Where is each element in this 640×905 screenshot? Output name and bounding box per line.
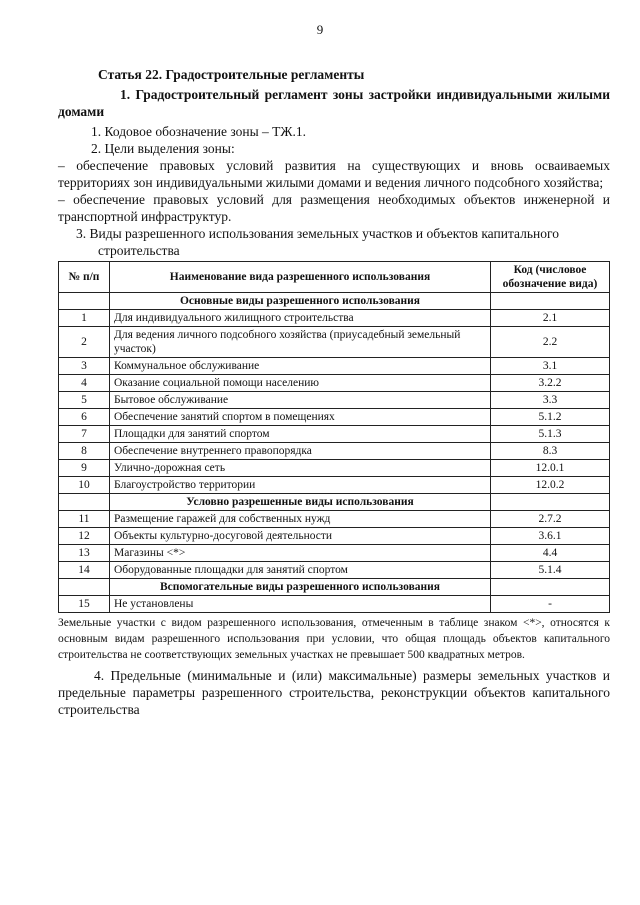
article-title: Статья 22. Градостроительные регламенты xyxy=(98,67,365,82)
table-row xyxy=(59,596,610,613)
row-number: 13 xyxy=(59,545,110,562)
table-row xyxy=(59,477,610,494)
row-number: 5 xyxy=(59,392,110,409)
row-use-name: Размещение гаражей для собственных нужд xyxy=(110,511,491,528)
table-row xyxy=(59,545,610,562)
group-empty-cell xyxy=(59,293,110,310)
table-row xyxy=(59,511,610,528)
table-row xyxy=(59,562,610,579)
table-group-row xyxy=(59,494,610,511)
row-use-code: 2.7.2 xyxy=(491,511,610,528)
row-use-name: Обеспечение занятий спортом в помещениях xyxy=(110,409,491,426)
permitted-use-table xyxy=(58,261,610,613)
table-header-row xyxy=(59,262,610,293)
row-use-code: 3.6.1 xyxy=(491,528,610,545)
table-row xyxy=(59,460,610,477)
table-group-row xyxy=(59,579,610,596)
row-use-name: Улично-дорожная сеть xyxy=(110,460,491,477)
item-3-heading: 3. Виды разрешенного использования земельных участков и объектов капитального строительства xyxy=(76,226,559,258)
zone-code: 1. Кодовое обозначение зоны – ТЖ.1. xyxy=(91,124,306,139)
row-use-name: Для ведения личного подсобного хозяйства (приусадебный земельный участок) xyxy=(110,327,491,358)
group-empty-cell xyxy=(59,494,110,511)
table-body xyxy=(59,293,610,613)
row-use-code: 5.1.4 xyxy=(491,562,610,579)
group-empty-cell xyxy=(59,579,110,596)
table-row xyxy=(59,310,610,327)
table-row xyxy=(59,392,610,409)
row-number: 2 xyxy=(59,327,110,358)
header-code: Код (числовое обозначение вида) xyxy=(491,262,610,293)
row-number: 9 xyxy=(59,460,110,477)
footnote: Земельные участки с видом разрешенного использования, отмеченным в таблице знаком <*>, относятся к основным видам разрешенного использования при условии, что общая площадь объектов капитального строительства не соответствующих земельных участках не превышает 500 квадратных метров. xyxy=(58,617,610,661)
row-use-code: 12.0.1 xyxy=(491,460,610,477)
row-number: 7 xyxy=(59,426,110,443)
row-use-code: 12.0.2 xyxy=(491,477,610,494)
goals-title: 2. Цели выделения зоны: xyxy=(91,141,235,156)
row-number: 3 xyxy=(59,358,110,375)
section-title: 1. Градостроительный регламент зоны застройки индивидуальными жилыми домами xyxy=(58,87,610,119)
row-use-code: 8.3 xyxy=(491,443,610,460)
table-row xyxy=(59,443,610,460)
row-number: 4 xyxy=(59,375,110,392)
row-number: 14 xyxy=(59,562,110,579)
row-use-code: 5.1.2 xyxy=(491,409,610,426)
group-empty-cell xyxy=(491,293,610,310)
row-use-name: Оборудованные площадки для занятий спортом xyxy=(110,562,491,579)
row-use-code: 4.4 xyxy=(491,545,610,562)
table-row xyxy=(59,409,610,426)
goal-1: – обеспечение правовых условий развития на существующих и вновь осваиваемых территориях зон индивидуальными жилыми домами и ведения личного подсобного хозяйства; xyxy=(58,158,610,190)
item-4-heading: 4. Предельные (минимальные и (или) максимальные) размеры земельных участков и предельные параметры разрешенного строительства, реконструкции объектов капитального строительства xyxy=(58,668,610,717)
row-use-name: Коммунальное обслуживание xyxy=(110,358,491,375)
row-use-code: 2.2 xyxy=(491,327,610,358)
goal-2: – обеспечение правовых условий для размещения необходимых объектов инженерной и транспортной инфраструктур. xyxy=(58,192,610,224)
header-name: Наименование вида разрешенного использования xyxy=(110,262,491,293)
row-use-name: Не установлены xyxy=(110,596,491,613)
group-empty-cell xyxy=(491,494,610,511)
table-row xyxy=(59,426,610,443)
document-body xyxy=(58,66,610,718)
group-title: Условно разрешенные виды использования xyxy=(110,494,491,511)
header-num: № п/п xyxy=(59,262,110,293)
row-number: 11 xyxy=(59,511,110,528)
group-empty-cell xyxy=(491,579,610,596)
table-row xyxy=(59,528,610,545)
row-use-name: Магазины <*> xyxy=(110,545,491,562)
row-use-name: Площадки для занятий спортом xyxy=(110,426,491,443)
row-number: 8 xyxy=(59,443,110,460)
table-row xyxy=(59,375,610,392)
row-use-code: 5.1.3 xyxy=(491,426,610,443)
row-use-code: 3.3 xyxy=(491,392,610,409)
row-use-name: Для индивидуального жилищного строительства xyxy=(110,310,491,327)
row-use-code: 3.1 xyxy=(491,358,610,375)
row-use-code: 2.1 xyxy=(491,310,610,327)
row-use-name: Бытовое обслуживание xyxy=(110,392,491,409)
row-number: 1 xyxy=(59,310,110,327)
table-row xyxy=(59,327,610,358)
row-number: 6 xyxy=(59,409,110,426)
row-use-code: - xyxy=(491,596,610,613)
row-use-name: Объекты культурно-досуговой деятельности xyxy=(110,528,491,545)
group-title: Основные виды разрешенного использования xyxy=(110,293,491,310)
row-use-name: Благоустройство территории xyxy=(110,477,491,494)
row-number: 10 xyxy=(59,477,110,494)
row-number: 12 xyxy=(59,528,110,545)
table-row xyxy=(59,358,610,375)
row-use-code: 3.2.2 xyxy=(491,375,610,392)
page-number: 9 xyxy=(316,22,324,37)
row-number: 15 xyxy=(59,596,110,613)
table-group-row xyxy=(59,293,610,310)
row-use-name: Оказание социальной помощи населению xyxy=(110,375,491,392)
group-title: Вспомогательные виды разрешенного использования xyxy=(110,579,491,596)
row-use-name: Обеспечение внутреннего правопорядка xyxy=(110,443,491,460)
